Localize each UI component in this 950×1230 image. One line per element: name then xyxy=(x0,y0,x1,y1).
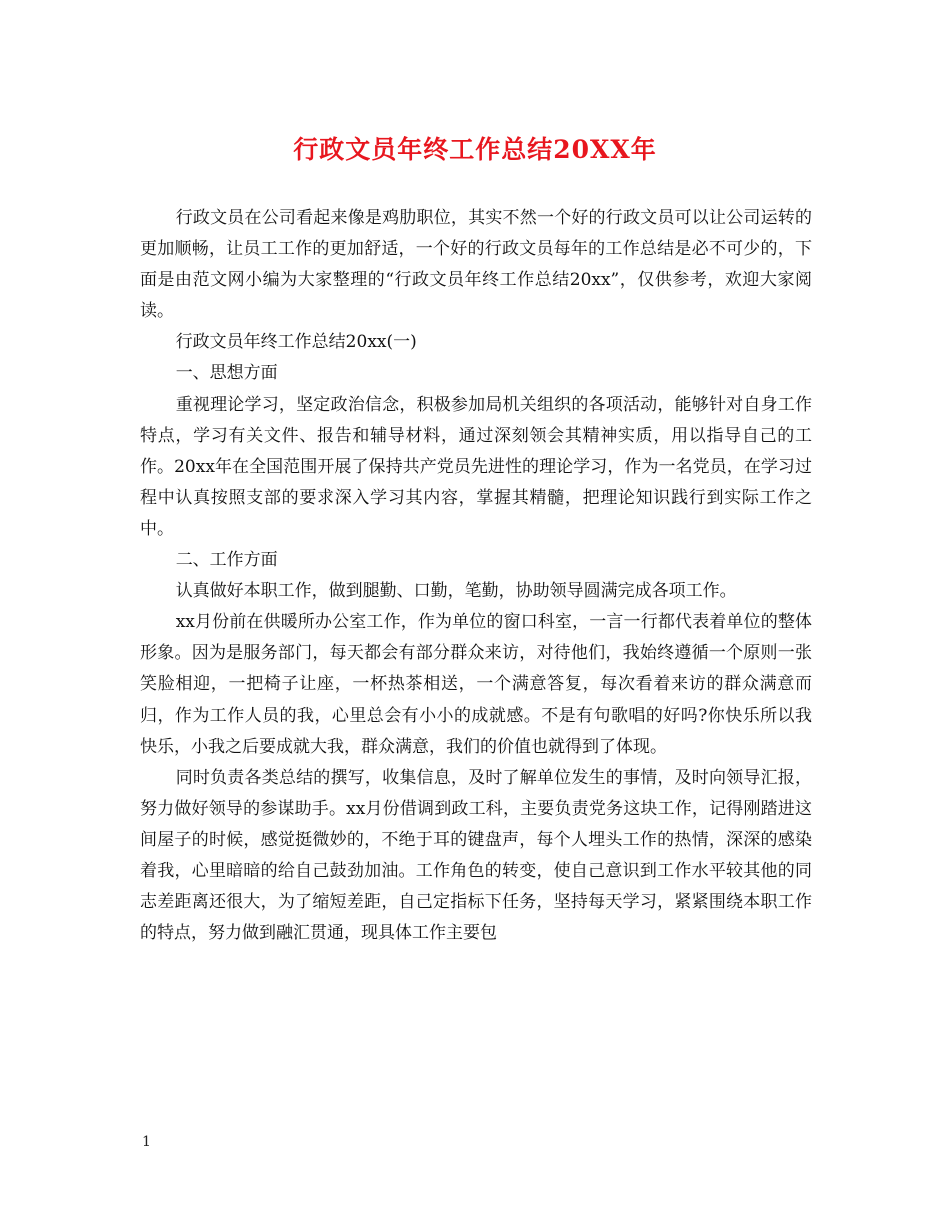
paragraph-intro: 行政文员在公司看起来像是鸡肋职位，其实不然一个好的行政文员可以让公司运转的更加顺畅，让员工工作的更加舒适，一个好的行政文员每年的工作总结是必不可少的，下面是由范文网小编为大家整理的“行政文员年终工作总结20xx”，仅供参考，欢迎大家阅读。 xyxy=(140,208,812,322)
subheading-work: 二、工作方面 xyxy=(175,550,278,571)
section-heading: 行政文员年终工作总结20xx(一) xyxy=(175,332,417,353)
subheading-thought: 一、思想方面 xyxy=(175,363,278,384)
paragraph-thought: 重视理论学习，坚定政治信念，积极参加局机关组织的各项活动，能够针对自身工作特点，学习有关文件、报告和辅导材料，通过深刻领会其精神实质，用以指导自己的工作。20xx年在全国范围开展了保持共产党员先进性的理论学习，作为一名党员，在学习过程中认真按照支部的要求深入学习其内容，掌握其精髓，把理论知识践行到实际工作之中。 xyxy=(140,394,812,539)
paragraph-work-office: xx月份前在供暖所办公室工作，作为单位的窗口科室，一言一行都代表着单位的整体形象。因为是服务部门，每天都会有部分群众来访，对待他们，我始终遵循一个原则一张笑脸相迎，一把椅子让座，一杯热茶相送，一个满意答复，每次看着来访的群众满意而归，作为工作人员的我，心里总会有小小的成就感。不是有句歌唱的好吗?你快乐所以我快乐，小我之后要成就大我，群众满意，我们的价值也就得到了体现。 xyxy=(140,612,812,757)
paragraph-work-summary: 认真做好本职工作，做到腿勤、口勤，笔勤，协助领导圆满完成各项工作。 xyxy=(175,581,737,602)
page-number: 1 xyxy=(142,1134,151,1150)
paragraph-work-writing: 同时负责各类总结的撰写，收集信息，及时了解单位发生的事情，及时向领导汇报，努力做好领导的参谋助手。xx月份借调到政工科，主要负责党务这块工作，记得刚踏进这间屋子的时候，感觉挺微妙的，不绝于耳的键盘声，每个人埋头工作的热情，深深的感染着我，心里暗暗的给自己鼓劲加油。工作角色的转变，使自己意识到工作水平较其他的同志差距离还很大，为了缩短差距，自己定指标下任务，坚持每天学习，紧紧围绕本职工作的特点，努力做到融汇贯通，现具体工作主要包 xyxy=(140,767,812,944)
document-body xyxy=(140,203,812,949)
document-title: 行政文员年终工作总结20XX年 xyxy=(293,135,657,164)
